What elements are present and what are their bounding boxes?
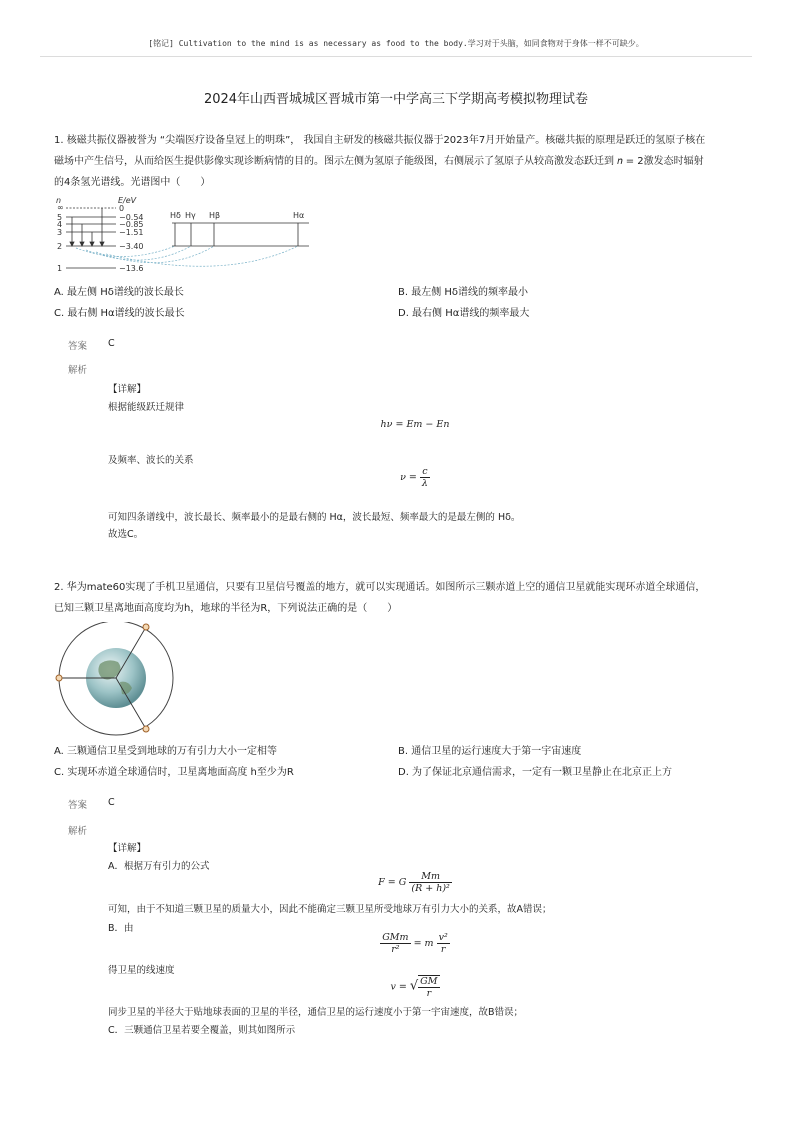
q2-analysis-label: 解析 <box>68 826 88 837</box>
q1-stem-line2: 磁场中产生信号，从而给医生提供影像实现诊断病情的目的。图示左侧为氢原子能级图，右侧展示了氢原子从较高激发态跃迁到 𝑛 = 2激发态时辐射 <box>54 156 704 167</box>
level-n-2: 2 <box>57 242 63 251</box>
q1-analysis-label: 解析 <box>68 365 88 376</box>
energy-axis-label: E/eV <box>118 196 137 205</box>
q2-centripetal-left-denominator: r² <box>391 944 400 955</box>
n-axis-label: n <box>56 196 62 205</box>
level-e-4: −0.85 <box>119 220 144 229</box>
level-n-4: 4 <box>57 220 63 229</box>
q2-velocity-lhs: v = <box>390 981 407 993</box>
q2-option-c[interactable]: C. 实现环赤道全球通信时，卫星离地面高度 h至少为R <box>54 767 294 778</box>
q1-formula-energy: hν = Em − En <box>380 419 450 430</box>
q1-analysis-step3: 可知四条谱线中，波长最长、频率最小的是最右侧的 Hα，波长最短、频率最大的是最左侧的 Hδ。 <box>108 512 521 523</box>
level-n-5: 5 <box>57 213 63 222</box>
q2-gravity-numerator: Mm <box>409 871 452 883</box>
q1-formula-frequency <box>300 466 530 489</box>
q1-option-d[interactable]: D. 最右侧 Hα谱线的频率最大 <box>398 308 530 319</box>
q2-stem <box>54 577 754 619</box>
q1-formula-frequency-fraction <box>420 466 430 489</box>
satellite-orbit-diagram <box>52 622 184 736</box>
q2-detail-tag: 【详解】 <box>108 843 147 854</box>
q1-conclusion: 故选C。 <box>108 529 144 540</box>
level-e-1: −13.6 <box>119 264 144 273</box>
q2-stem-line1: 2. 华为mate60实现了手机卫星通信，只要有卫星信号覆盖的地方，就可以实现通话。如图所示三颗赤道上空的通信卫星就能实现环赤道全球通信， <box>54 582 706 593</box>
q1-fraction-denominator: λ <box>421 478 428 489</box>
level-e-5: −0.54 <box>119 213 144 222</box>
q2-velocity-numerator: GM <box>420 976 438 987</box>
satellite-1-icon <box>143 624 149 630</box>
q2-option-b[interactable]: B. 通信卫星的运行速度大于第一宇宙速度 <box>398 746 582 757</box>
q2-centripetal-equals: = m <box>413 938 434 949</box>
q1-stem <box>54 130 754 193</box>
q2-velocity-fraction <box>418 975 439 999</box>
spectrum-label-hgamma: Hγ <box>185 211 196 220</box>
q1-stem-line1: 1. 核磁共振仪器被誉为 “尖端医疗设备皇冠上的明珠”， 我国自主研发的核磁共振仪器于2023年7月开始量产。核磁共振的原理是跃迁的氢原子核在 <box>54 135 706 146</box>
q2-analysis-b-conclusion: 同步卫星的半径大于贴地球表面的卫星的半径，通信卫星的运行速度小于第一宇宙速度，故B错误； <box>108 1007 524 1018</box>
q1-option-a[interactable]: A. 最左侧 Hδ谱线的波长最长 <box>54 287 184 298</box>
q1-fraction-numerator: c <box>420 466 430 478</box>
q2-analysis-b: B．由 <box>108 923 134 934</box>
q1-detail-tag: 【详解】 <box>108 384 147 395</box>
q2-analysis-b-sub: 得卫星的线速度 <box>108 965 175 976</box>
q1-answer-value: C <box>108 338 115 349</box>
q2-centripetal-left-numerator: GMm <box>382 932 409 943</box>
q2-formula-gravity-lhs: F = G <box>378 877 407 888</box>
level-e-inf: 0 <box>119 204 125 213</box>
q2-formula-velocity <box>350 975 480 999</box>
q1-analysis-step2: 及频率、波长的关系 <box>108 455 194 466</box>
q2-formula-centripetal <box>340 932 490 955</box>
q2-answer-label: 答案 <box>68 800 88 811</box>
spectrum-label-hbeta: Hβ <box>209 211 221 220</box>
level-e-2: −3.40 <box>119 242 144 251</box>
q2-formula-gravity <box>330 871 500 894</box>
q2-centripetal-right-fraction <box>437 932 450 955</box>
q2-option-a[interactable]: A. 三颗通信卫星受到地球的万有引力大小一定相等 <box>54 746 278 757</box>
satellite-3-icon <box>143 726 149 732</box>
q2-option-d[interactable]: D. 为了保证北京通信需求，一定有一颗卫星静止在北京正上方 <box>398 767 673 778</box>
q2-answer-value: C <box>108 797 115 808</box>
q1-stem-line3: 的4条氢光谱线。光谱图中（ ） <box>54 177 211 188</box>
q2-analysis-c: C．三颗通信卫星若要全覆盖，则其如图所示 <box>108 1025 296 1036</box>
spectrum-label-hdelta: Hδ <box>170 211 181 220</box>
level-n-inf: ∞ <box>57 203 64 212</box>
q2-gravity-denominator: (R + h)² <box>411 883 450 894</box>
q1-formula-frequency-lhs: ν = <box>400 472 417 483</box>
q2-analysis-a-conclusion: 可知，由于不知道三颗卫星的质量大小，因此不能确定三颗卫星所受地球万有引力大小的关系，故A错误； <box>108 904 552 915</box>
q2-analysis-a: A．根据万有引力的公式 <box>108 861 210 872</box>
level-n-1: 1 <box>57 264 63 273</box>
motto-text: [铭记] Cultivation to the mind is as necessary as food to the body.学习对于头脑，如同食物对于身体一样不可缺少。 <box>148 39 644 48</box>
q2-centripetal-right-denominator: r <box>440 944 446 955</box>
q1-analysis-step1: 根据能级跃迁规律 <box>108 402 185 413</box>
q2-formula-gravity-fraction <box>409 871 452 894</box>
q1-option-b[interactable]: B. 最左侧 Hδ谱线的频率最小 <box>398 287 529 298</box>
header-divider <box>40 56 752 57</box>
q2-centripetal-left-fraction <box>380 932 410 955</box>
q2-stem-line2: 已知三颗卫星离地面高度均为h，地球的半径为R，下列说法正确的是（ ） <box>54 603 398 614</box>
q2-centripetal-right-numerator: v² <box>438 932 448 943</box>
satellite-2-icon <box>56 675 62 681</box>
spectrum-label-halpha: Hα <box>293 211 305 220</box>
level-e-3: −1.51 <box>119 228 144 237</box>
q1-option-c[interactable]: C. 最右侧 Hα谱线的波长最长 <box>54 308 185 319</box>
sqrt-icon: √ <box>409 978 419 994</box>
energy-level-diagram <box>54 196 324 278</box>
page-title: 2024年山西晋城城区晋城市第一中学高三下学期高考模拟物理试卷 <box>203 92 589 107</box>
q1-answer-label: 答案 <box>68 341 88 352</box>
q2-velocity-denominator: r <box>426 988 432 999</box>
level-n-3: 3 <box>57 228 63 237</box>
